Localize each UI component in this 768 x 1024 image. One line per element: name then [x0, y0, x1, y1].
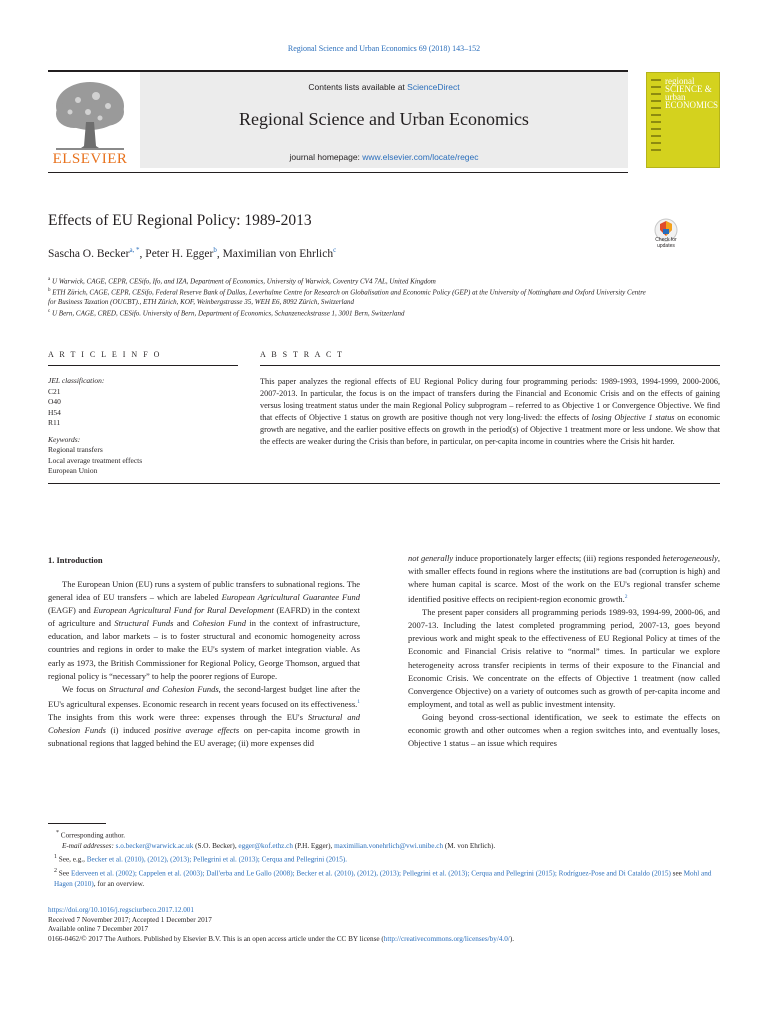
keyword: Local average treatment effects: [48, 455, 143, 465]
received-dates: Received 7 November 2017; Accepted 1 December 2017: [48, 915, 212, 924]
author-affiliation-mark[interactable]: c: [333, 246, 337, 254]
affiliation-mark: b: [48, 288, 51, 293]
footnotes: * Corresponding author. E-mail addresses: s.o.becker@warwick.ac.uk (S.O. Becker), egger@kof.ethz.ch (P.H. Egger), maximilian.vonehrlich@vwi.unibe.ch (M. von Ehrlich). $^1$ See, e.g., Becker et al. (2010), (2012), (2013); Pellegrini et al. (2013); Cerqua and Pellegrini (2015). $^2$ See Ederveen et al. (2002); Cappelen et al. (2003); Dall'erba and Le Gallo (2008); Becker et al. (2010), (2012), (2013); Pellegrini et al. (2013); Cerqua and Pellegrini (2015); Rodríguez-Pose and Di Cataldo (2015) see Mohl and Hagen (2010), for an overview.: [54, 830, 712, 889]
email-link[interactable]: egger@kof.ethz.ch: [238, 842, 293, 851]
journal-title: Regional Science and Urban Economics: [239, 109, 529, 129]
left-column: [48, 578, 360, 750]
right-column: [408, 552, 720, 750]
paragraph: The European Union (EU) runs a system of public transfers to subnational regions. The general idea of EU transfers – which are labeled European Agricultural Guarantee Fund (EAGF) and European Agricultural Fund for Rural Development (EAFRD) in the context of agriculture and Structural Funds and Cohesion Fund in the context of infrastructure, education, and labor markets – is to foster structural and economic homogeneity across countries and regions in order to make the EU's system of market integration viable. As early as 1973, the British Commissioner for Regional Policy, George Thomson, argued that regional policy is “necessary” to help the poorer regions of Europe.: [48, 579, 360, 681]
footnote-mark: 1: [54, 854, 57, 861]
paragraph: not generally induce proportionately larger effects; (iii) regions responded heterogeneously, with smaller effects found in regions where the institutions are bad (corruption is high) and where human capital is scarce. Most of the work on the EU's regional transfer scheme identified positive effects on recipient-region economic growth.$^2$: [408, 553, 720, 605]
contents-line: [140, 82, 628, 92]
homepage-line: [140, 152, 628, 162]
email-link[interactable]: s.o.becker@warwick.ac.uk: [115, 842, 194, 851]
homepage-prefix: journal homepage:: [289, 152, 363, 162]
affiliation-text: U Bern, CAGE, CRED, CESifo. University of Bern, Department of Economics, Schanzeneckstrasse 1, 3001 Bern, Switzerland: [51, 309, 405, 318]
section-title: 1. Introduction: [48, 555, 103, 565]
footnote-mark: 2: [54, 867, 57, 874]
affiliation-mark: a: [48, 277, 51, 282]
affiliation-text: U Warwick, CAGE, CEPR, CESifo, Ifo, and IZA, Department of Economics, University of Warwick, Coventry CV4 7AL, United Kingdom: [51, 277, 436, 286]
author-affiliation-mark[interactable]: a, *: [129, 246, 140, 254]
reference-link[interactable]: Ederveen et al. (2002); Cappelen et al. (2003); Dall'erba and Le Gallo (2008); Becker et al. (2010), (2012), (2013); Pellegrini et al. (2013); Cerqua and Pellegrini (2015); Rodríguez-Pose and Di Cataldo (2015): [70, 869, 671, 878]
contents-prefix: Contents lists available at: [308, 82, 408, 92]
email-label: E-mail addresses:: [62, 842, 114, 851]
jel-code: H54: [48, 407, 61, 417]
email-link[interactable]: maximilian.vonehrlich@vwi.unibe.ch: [334, 842, 444, 851]
journal-cover-thumbnail[interactable]: [646, 72, 720, 168]
divider: [260, 365, 720, 366]
footnote-mark: *: [56, 830, 59, 836]
check-for-updates-label[interactable]: Check for updates: [655, 237, 677, 249]
reference-link[interactable]: Becker et al. (2010), (2012), (2013); Pellegrini et al. (2013); Cerqua and Pellegrini (2015).: [86, 855, 348, 864]
footnote-divider: [48, 823, 106, 824]
affiliation: [48, 307, 648, 318]
author-name[interactable]: Maximilian von Ehrlich: [222, 248, 334, 260]
footnote-ref[interactable]: 1: [357, 698, 360, 705]
jel-code: O40: [48, 397, 61, 406]
divider: [48, 483, 720, 484]
footnote-ref[interactable]: 2: [624, 594, 628, 601]
affiliation-text: ETH Zürich, CAGE, CEPR, CESifo, Federal Reserve Bank of Dallas, Leverhulme Centre for Research on Globalisation and Economic Policy (GEP) at the University of Nottingham and Oxford University Centre for Business Taxation (OUCBT)., ETH Zürich, KOF, Weinbergstrasse 35, WEH E6, 8092 Zürich, Switzerland: [48, 288, 646, 307]
keywords-label: Keywords:: [48, 434, 81, 444]
jel-label: JEL classification:: [48, 376, 105, 385]
abstract-heading: A B S T R A C T: [260, 350, 345, 359]
article-title: Effects of EU Regional Policy: 1989-2013: [48, 212, 312, 229]
abstract-part: on economic growth are negative, and the earlier positive effects on growth in the period(s) of Objective 1 treatment more or less undone. We show that the effects are weaker during the Crisis than before, in particular, on per-capita income in countries where the Crisis hit harder.: [260, 413, 721, 446]
jel-code: C21: [48, 386, 61, 396]
author-name[interactable]: Peter H. Egger: [145, 248, 214, 260]
article-info-heading: A R T I C L E I N F O: [48, 350, 162, 359]
author-affiliation-mark[interactable]: b: [213, 246, 217, 254]
homepage-link[interactable]: www.elsevier.com/locate/regec: [362, 152, 479, 162]
abstract-text: [260, 376, 720, 448]
check-for-updates-icon[interactable]: [646, 216, 686, 256]
license-line: 0166-0462/© 2017 The Authors. Published by Elsevier B.V. This is an open access article under the CC BY license (http://creativecommons.org/licenses/by/4.0/).: [48, 934, 515, 943]
publisher-wordmark: ELSEVIER: [52, 151, 128, 167]
keyword: Regional transfers: [48, 445, 103, 454]
affiliation: [48, 275, 648, 286]
cover-decoration: [651, 79, 661, 159]
jel-code: R11: [48, 418, 61, 427]
author-name[interactable]: Sascha O. Becker: [48, 248, 130, 260]
reference-link[interactable]: Mohl and Hagen (2010): [54, 869, 712, 889]
paragraph: We focus on Structural and Cohesion Funds, the second-largest budget line after the EU's agricultural expenses. Economic research in recent years focused on its effectiveness.$^1$ The insights from this work were three: expenses through the EU's Structural and Cohesion Funds (i) induced positive average effects on per-capita income growth in subnational regions that lagged behind the EU average; (ii) more expenses did: [48, 683, 360, 748]
abstract-part: This paper analyzes the regional effects of EU Regional Policy during four programming periods: 1989-1993, 1994-1999, 2000-2006, 2007-2013. In particular, the focus is on the impact of transfers during the Financial and Economic Crisis and on the effects of gaining versus losing treatment status under the main Regional Policy subprogram – referred to as Objective 1 or Convergence Objective. We find that effects of Objective 1 status on growth are positive though not very long-lived: the effects of: [260, 377, 720, 422]
paragraph: Going beyond cross-sectional identification, we seek to estimate the effects on economic growth and other outcomes when a region switches into, and eventually loses, Objective 1 status – an issue which requires: [408, 711, 720, 749]
license-link[interactable]: http://creativecommons.org/licenses/by/4.0/: [383, 934, 510, 943]
affiliation-mark: c: [48, 309, 51, 314]
abstract-emphasis: losing Objective 1 status: [591, 413, 675, 422]
sciencedirect-link[interactable]: ScienceDirect: [407, 82, 460, 92]
cover-title: regional SCIENCE & urban ECONOMICS: [665, 76, 719, 110]
article-info: [48, 376, 228, 477]
doi-link[interactable]: https://doi.org/10.1016/j.regsciurbeco.2017.12.001: [48, 906, 194, 914]
author-list: Sascha O. Becker$^{a, *}$, Peter H. Egger$^b$, Maximilian von Ehrlich$^c$: [48, 246, 337, 260]
affiliation: [48, 286, 648, 307]
paragraph: The present paper considers all programming periods 1989-93, 1994-99, 2000-06, and 2007-13. Including the latest completed programming period, 2007-13, goes beyond previous work and might speak to the effectiveness of EU Regional Policy at times of the Economic and Financial Crisis relative to “normal” times. In particular we explore heterogeneity across transfer recipients in terms of their exposure to the Financial and Economic Crisis. We concentrate on the effects of Objective 1 treatment (now called Convergence Objective) on a variety of outcomes such as growth of per-capita income and employment, and total as well as public investment intensity.: [408, 607, 720, 709]
journal-citation[interactable]: Regional Science and Urban Economics 69 (2018) 143–152: [287, 44, 481, 53]
footnote-text: Corresponding author.: [60, 831, 126, 840]
divider: [48, 365, 238, 366]
online-date: Available online 7 December 2017: [48, 925, 149, 933]
publication-info: [48, 906, 720, 944]
keyword: European Union: [48, 466, 98, 475]
